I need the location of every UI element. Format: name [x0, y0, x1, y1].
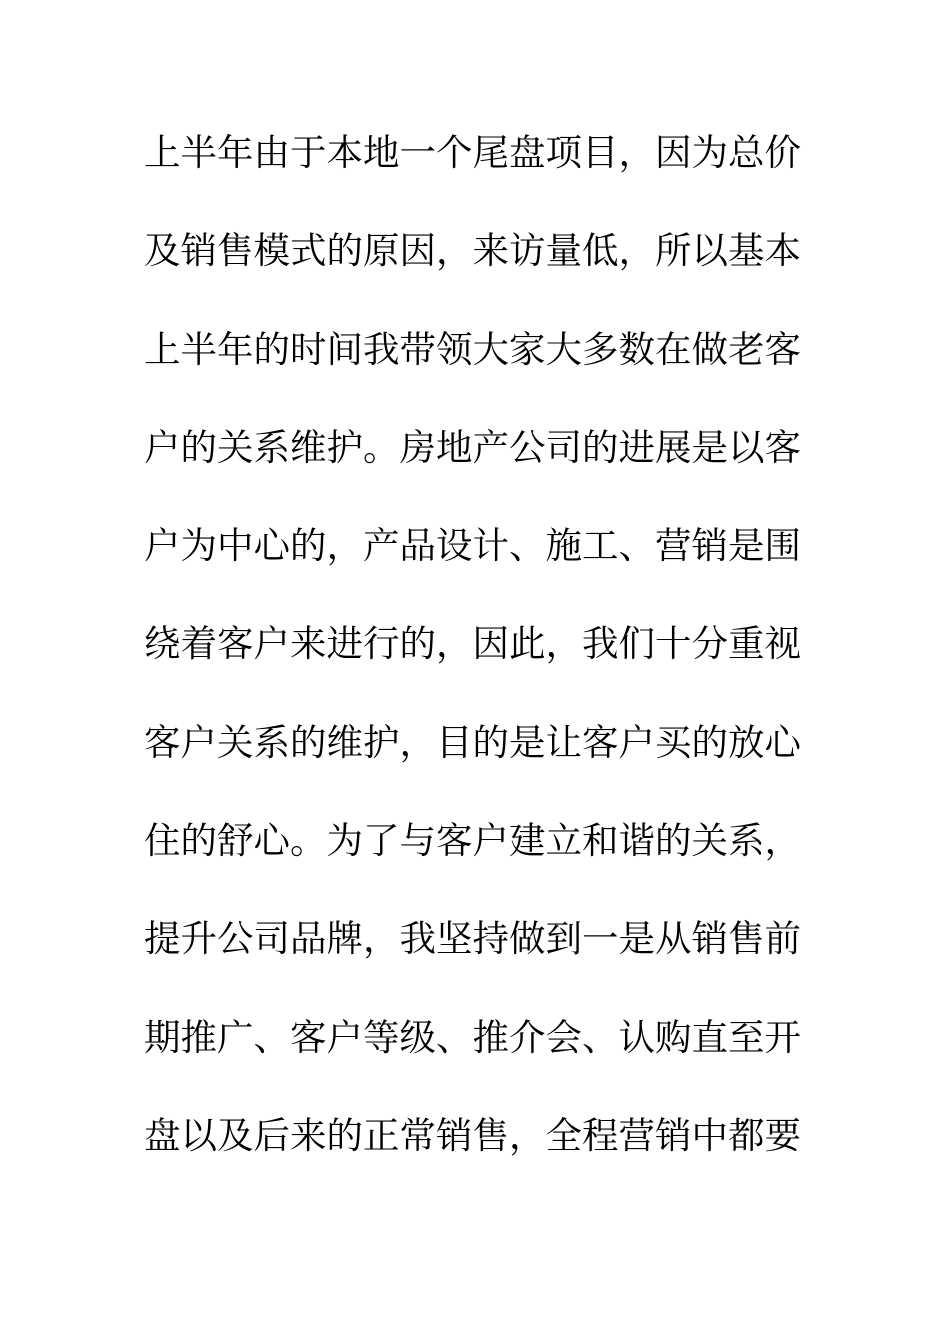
- text-line: 客户关系的维护，目的是让客户买的放心: [144, 720, 801, 764]
- text-line: 户为中心的，产品设计、施工、营销是围: [144, 524, 801, 568]
- text-line: 期推广、客户等级、推介会、认购直至开: [144, 1015, 801, 1059]
- text-line: 绕着客户来进行的，因此，我们十分重视: [144, 622, 801, 666]
- text-line: 上半年的时间我带领大家大多数在做老客: [144, 327, 801, 371]
- text-line: 住的舒心。为了与客户建立和谐的关系，: [144, 819, 801, 863]
- text-line: 及销售模式的原因，来访量低，所以基本: [144, 229, 801, 273]
- text-line: 盘以及后来的正常销售，全程营销中都要: [144, 1113, 801, 1157]
- text-line: 户的关系维护。房地产公司的进展是以客: [144, 425, 801, 469]
- body-text: [144, 120, 814, 1201]
- text-line: 提升公司品牌，我坚持做到一是从销售前: [144, 917, 801, 961]
- text-line: 上半年由于本地一个尾盘项目，因为总价: [144, 131, 801, 174]
